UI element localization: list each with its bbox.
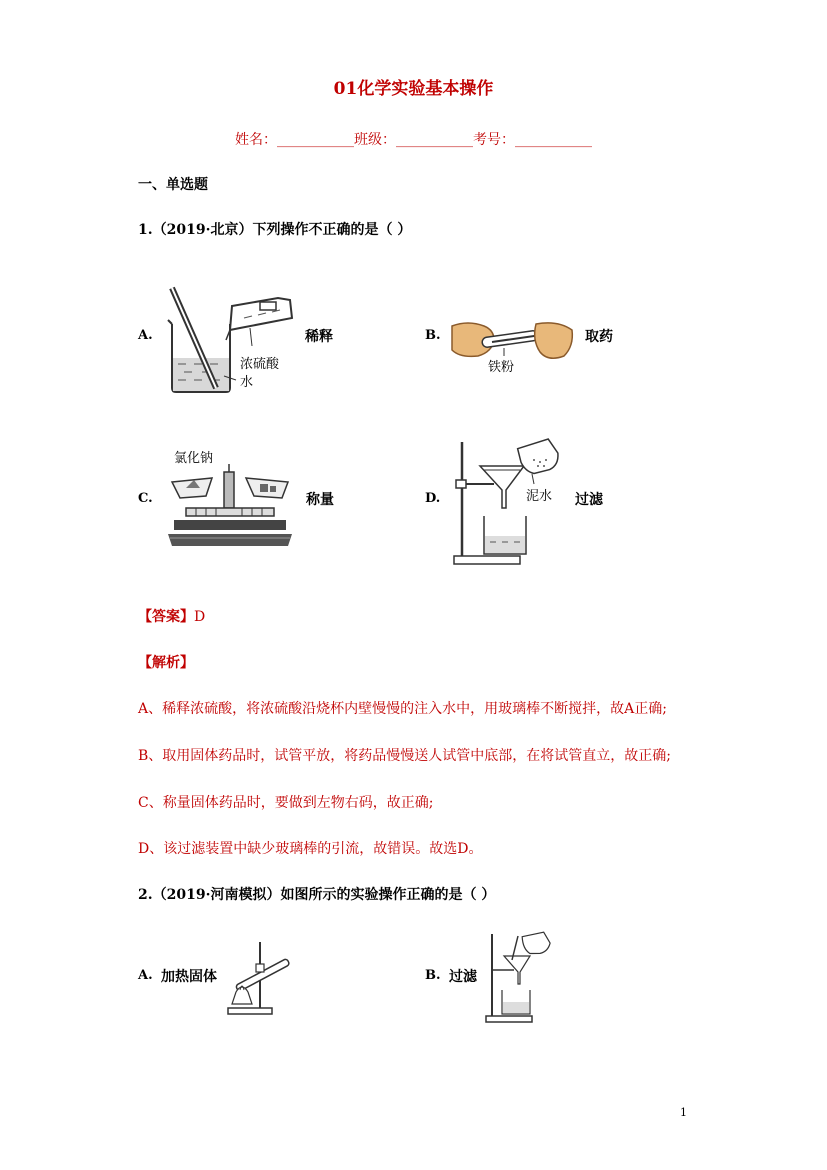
fig-label-muddy-water: 泥水 xyxy=(526,489,553,504)
student-info-line: 姓名：___________班级：___________考号：___________ xyxy=(235,132,592,148)
analysis-line-b: B、取用固体药品时，试管平放，将药品慢慢送人试管中底部，在将试管直立，故正确; xyxy=(138,748,672,764)
dilution-figure xyxy=(160,284,296,396)
answer-tag: 【答案】 xyxy=(138,609,194,625)
analysis-tag: 【解析】 xyxy=(138,655,194,671)
question-1-stem: 1.（2019·北京）下列操作不正确的是（ ） xyxy=(138,222,412,238)
fig-label-iron-powder: 铁粉 xyxy=(488,360,515,374)
q2-option-b-label: B. xyxy=(425,968,441,983)
q1-option-b-label: B. xyxy=(425,328,441,343)
fig-label-water: 水 xyxy=(240,375,254,390)
answer-row xyxy=(138,606,205,626)
heating-solid-figure xyxy=(222,938,294,1016)
section-heading: 一、单选题 xyxy=(138,177,208,193)
q1-option-d-name: 过滤 xyxy=(575,492,603,508)
question-2-stem: 2.（2019·河南模拟）如图所示的实验操作正确的是（ ） xyxy=(138,887,496,903)
q1-option-a-label: A. xyxy=(138,328,153,343)
q1-option-b-name: 取药 xyxy=(585,329,613,345)
fig-label-sodium-chloride: 氯化钠 xyxy=(174,451,214,466)
q2-option-b-name: 过滤 xyxy=(449,969,477,985)
document-title: 01化学实验基本操作 xyxy=(333,79,494,99)
filtration-figure-2 xyxy=(484,930,558,1024)
fig-label-concentrated-sulfuric-acid: 浓硫酸 xyxy=(240,357,280,372)
weighing-figure xyxy=(166,448,296,550)
analysis-line-d: D、该过滤装置中缺少玻璃棒的引流，故错误。故选D。 xyxy=(138,841,483,857)
q1-option-c-label: C. xyxy=(138,491,153,506)
filtration-figure xyxy=(450,438,568,570)
q1-option-a-name: 稀释 xyxy=(305,329,333,345)
analysis-line-c: C、称量固体药品时，要做到左物右码，故正确; xyxy=(138,795,434,811)
q1-option-d-label: D. xyxy=(425,491,441,506)
q2-option-a-label: A. xyxy=(138,968,153,983)
page-number: 1 xyxy=(680,1106,687,1119)
analysis-line-a: A、稀释浓硫酸，将浓硫酸沿烧杯内壁慢慢的注入水中，用玻璃棒不断搅拌，故A正确; xyxy=(138,701,667,717)
q1-option-c-name: 称量 xyxy=(306,492,334,508)
answer-value: D xyxy=(194,609,206,625)
q2-option-a-name: 加热固体 xyxy=(161,969,217,985)
taking-powder-figure xyxy=(448,316,576,374)
